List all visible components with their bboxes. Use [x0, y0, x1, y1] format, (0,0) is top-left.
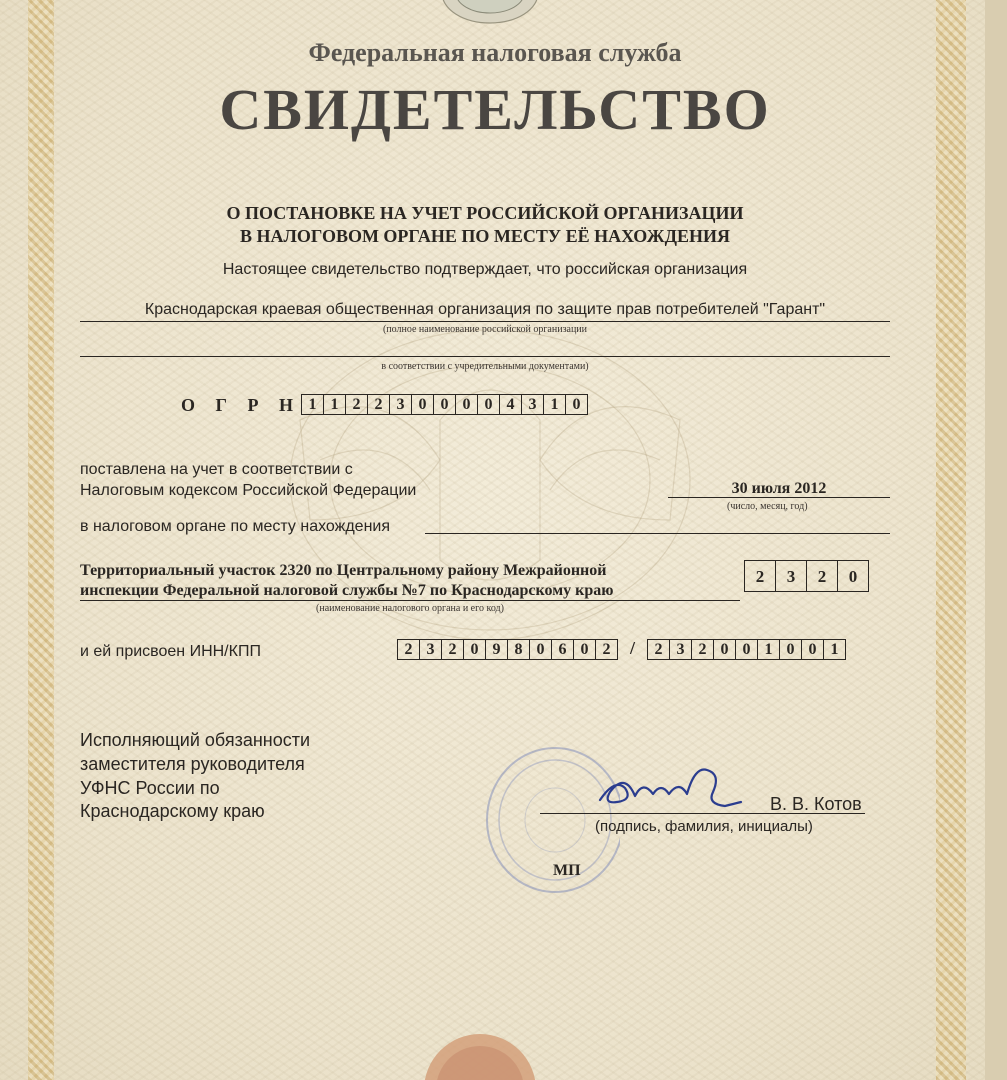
inn-digit: 2	[397, 639, 420, 660]
signatory-name: В. В. Котов	[770, 794, 862, 814]
kpp-digit: 0	[735, 639, 758, 660]
kpp-digit: 3	[669, 639, 692, 660]
signatory-position-1: Исполняющий обязанности	[80, 730, 311, 750]
tax-authority-code-digit: 2	[744, 560, 776, 592]
emblem-top	[430, 0, 550, 25]
kpp-digit: 0	[713, 639, 736, 660]
inn-digit: 2	[441, 639, 464, 660]
kpp-digit: 1	[823, 639, 846, 660]
tax-authority-line-1: Территориальный участок 2320 по Центральному району Межрайонной	[80, 562, 607, 579]
ogrn-digit: 4	[499, 394, 522, 415]
ogrn-digit: 0	[477, 394, 500, 415]
location-underline	[425, 533, 890, 534]
kpp-digit: 0	[779, 639, 802, 660]
ogrn-digit: 2	[367, 394, 390, 415]
inn-digit: 0	[529, 639, 552, 660]
constituent-docs-caption: в соответствии с учредительными документами)	[381, 361, 589, 372]
inn-digit: 8	[507, 639, 530, 660]
ogrn-number	[302, 394, 588, 415]
ogrn-digit: 1	[543, 394, 566, 415]
location-label: в налоговом органе по месту нахождения	[80, 518, 391, 535]
hologram-seal	[420, 1030, 540, 1080]
signature-caption: (подпись, фамилия, инициалы)	[595, 818, 813, 835]
signatory-position-4: Краснодарскому краю	[80, 801, 265, 821]
document-title: СВИДЕТЕЛЬСТВО	[219, 77, 771, 142]
tax-authority-caption: (наименование налогового органа и его код)	[316, 603, 504, 614]
stamp-place: МП	[553, 862, 581, 879]
registration-date-caption: (число, месяц, год)	[727, 501, 808, 512]
ogrn-digit: 1	[301, 394, 324, 415]
ogrn-digit: 0	[411, 394, 434, 415]
inn-digit: 6	[551, 639, 574, 660]
ogrn-digit: 0	[433, 394, 456, 415]
inn-digit: 9	[485, 639, 508, 660]
kpp-digit: 2	[691, 639, 714, 660]
tax-authority-code-digit: 0	[837, 560, 869, 592]
constituent-docs-underline	[80, 356, 890, 357]
inn-digit: 2	[595, 639, 618, 660]
ogrn-label: О Г Р Н	[181, 395, 301, 415]
handwritten-signature	[595, 758, 745, 818]
signatory-position-2: заместителя руководителя	[80, 754, 305, 774]
registration-date: 30 июля 2012	[731, 480, 827, 497]
inn-digit: 3	[419, 639, 442, 660]
tax-authority-code	[745, 560, 869, 592]
tax-authority-code-digit: 2	[806, 560, 838, 592]
signature-underline	[540, 813, 865, 814]
registration-line-1: поставлена на учет в соответствии с	[80, 461, 353, 478]
tax-authority-line-2: инспекции Федеральной налоговой службы №7 по Краснодарскому краю	[80, 582, 614, 599]
agency-name: Федеральная налоговая служба	[308, 38, 682, 67]
inn-digit: 0	[573, 639, 596, 660]
registration-date-underline	[668, 497, 890, 498]
ogrn-digit: 3	[389, 394, 412, 415]
registration-line-2: Налоговым кодексом Российской Федерации	[80, 482, 417, 499]
subtitle-line-1: О ПОСТАНОВКЕ НА УЧЕТ РОССИЙСКОЙ ОРГАНИЗАЦИИ	[226, 203, 744, 223]
ogrn-digit: 0	[565, 394, 588, 415]
signatory-position-3: УФНС России по	[80, 778, 220, 798]
kpp-digit: 2	[647, 639, 670, 660]
ogrn-digit: 1	[323, 394, 346, 415]
kpp-digit: 0	[801, 639, 824, 660]
organization-name: Краснодарская краевая общественная организация по защите прав потребителей "Гарант"	[144, 301, 826, 318]
inn-digit: 0	[463, 639, 486, 660]
kpp-number	[648, 639, 846, 660]
inn-kpp-label: и ей присвоен ИНН/КПП	[80, 643, 261, 660]
subtitle-line-2: В НАЛОГОВОМ ОРГАНЕ ПО МЕСТУ ЕЁ НАХОЖДЕНИЯ	[240, 226, 730, 246]
inn-kpp-separator: /	[630, 638, 636, 658]
ogrn-digit: 3	[521, 394, 544, 415]
inn-number	[398, 639, 618, 660]
organization-name-underline	[80, 321, 890, 322]
ogrn-digit: 0	[455, 394, 478, 415]
confirm-text: Настоящее свидетельство подтверждает, что российская организация	[222, 261, 748, 278]
tax-authority-code-digit: 3	[775, 560, 807, 592]
tax-authority-underline	[80, 600, 740, 601]
organization-name-caption: (полное наименование российской организации	[382, 324, 588, 335]
kpp-digit: 1	[757, 639, 780, 660]
ogrn-digit: 2	[345, 394, 368, 415]
